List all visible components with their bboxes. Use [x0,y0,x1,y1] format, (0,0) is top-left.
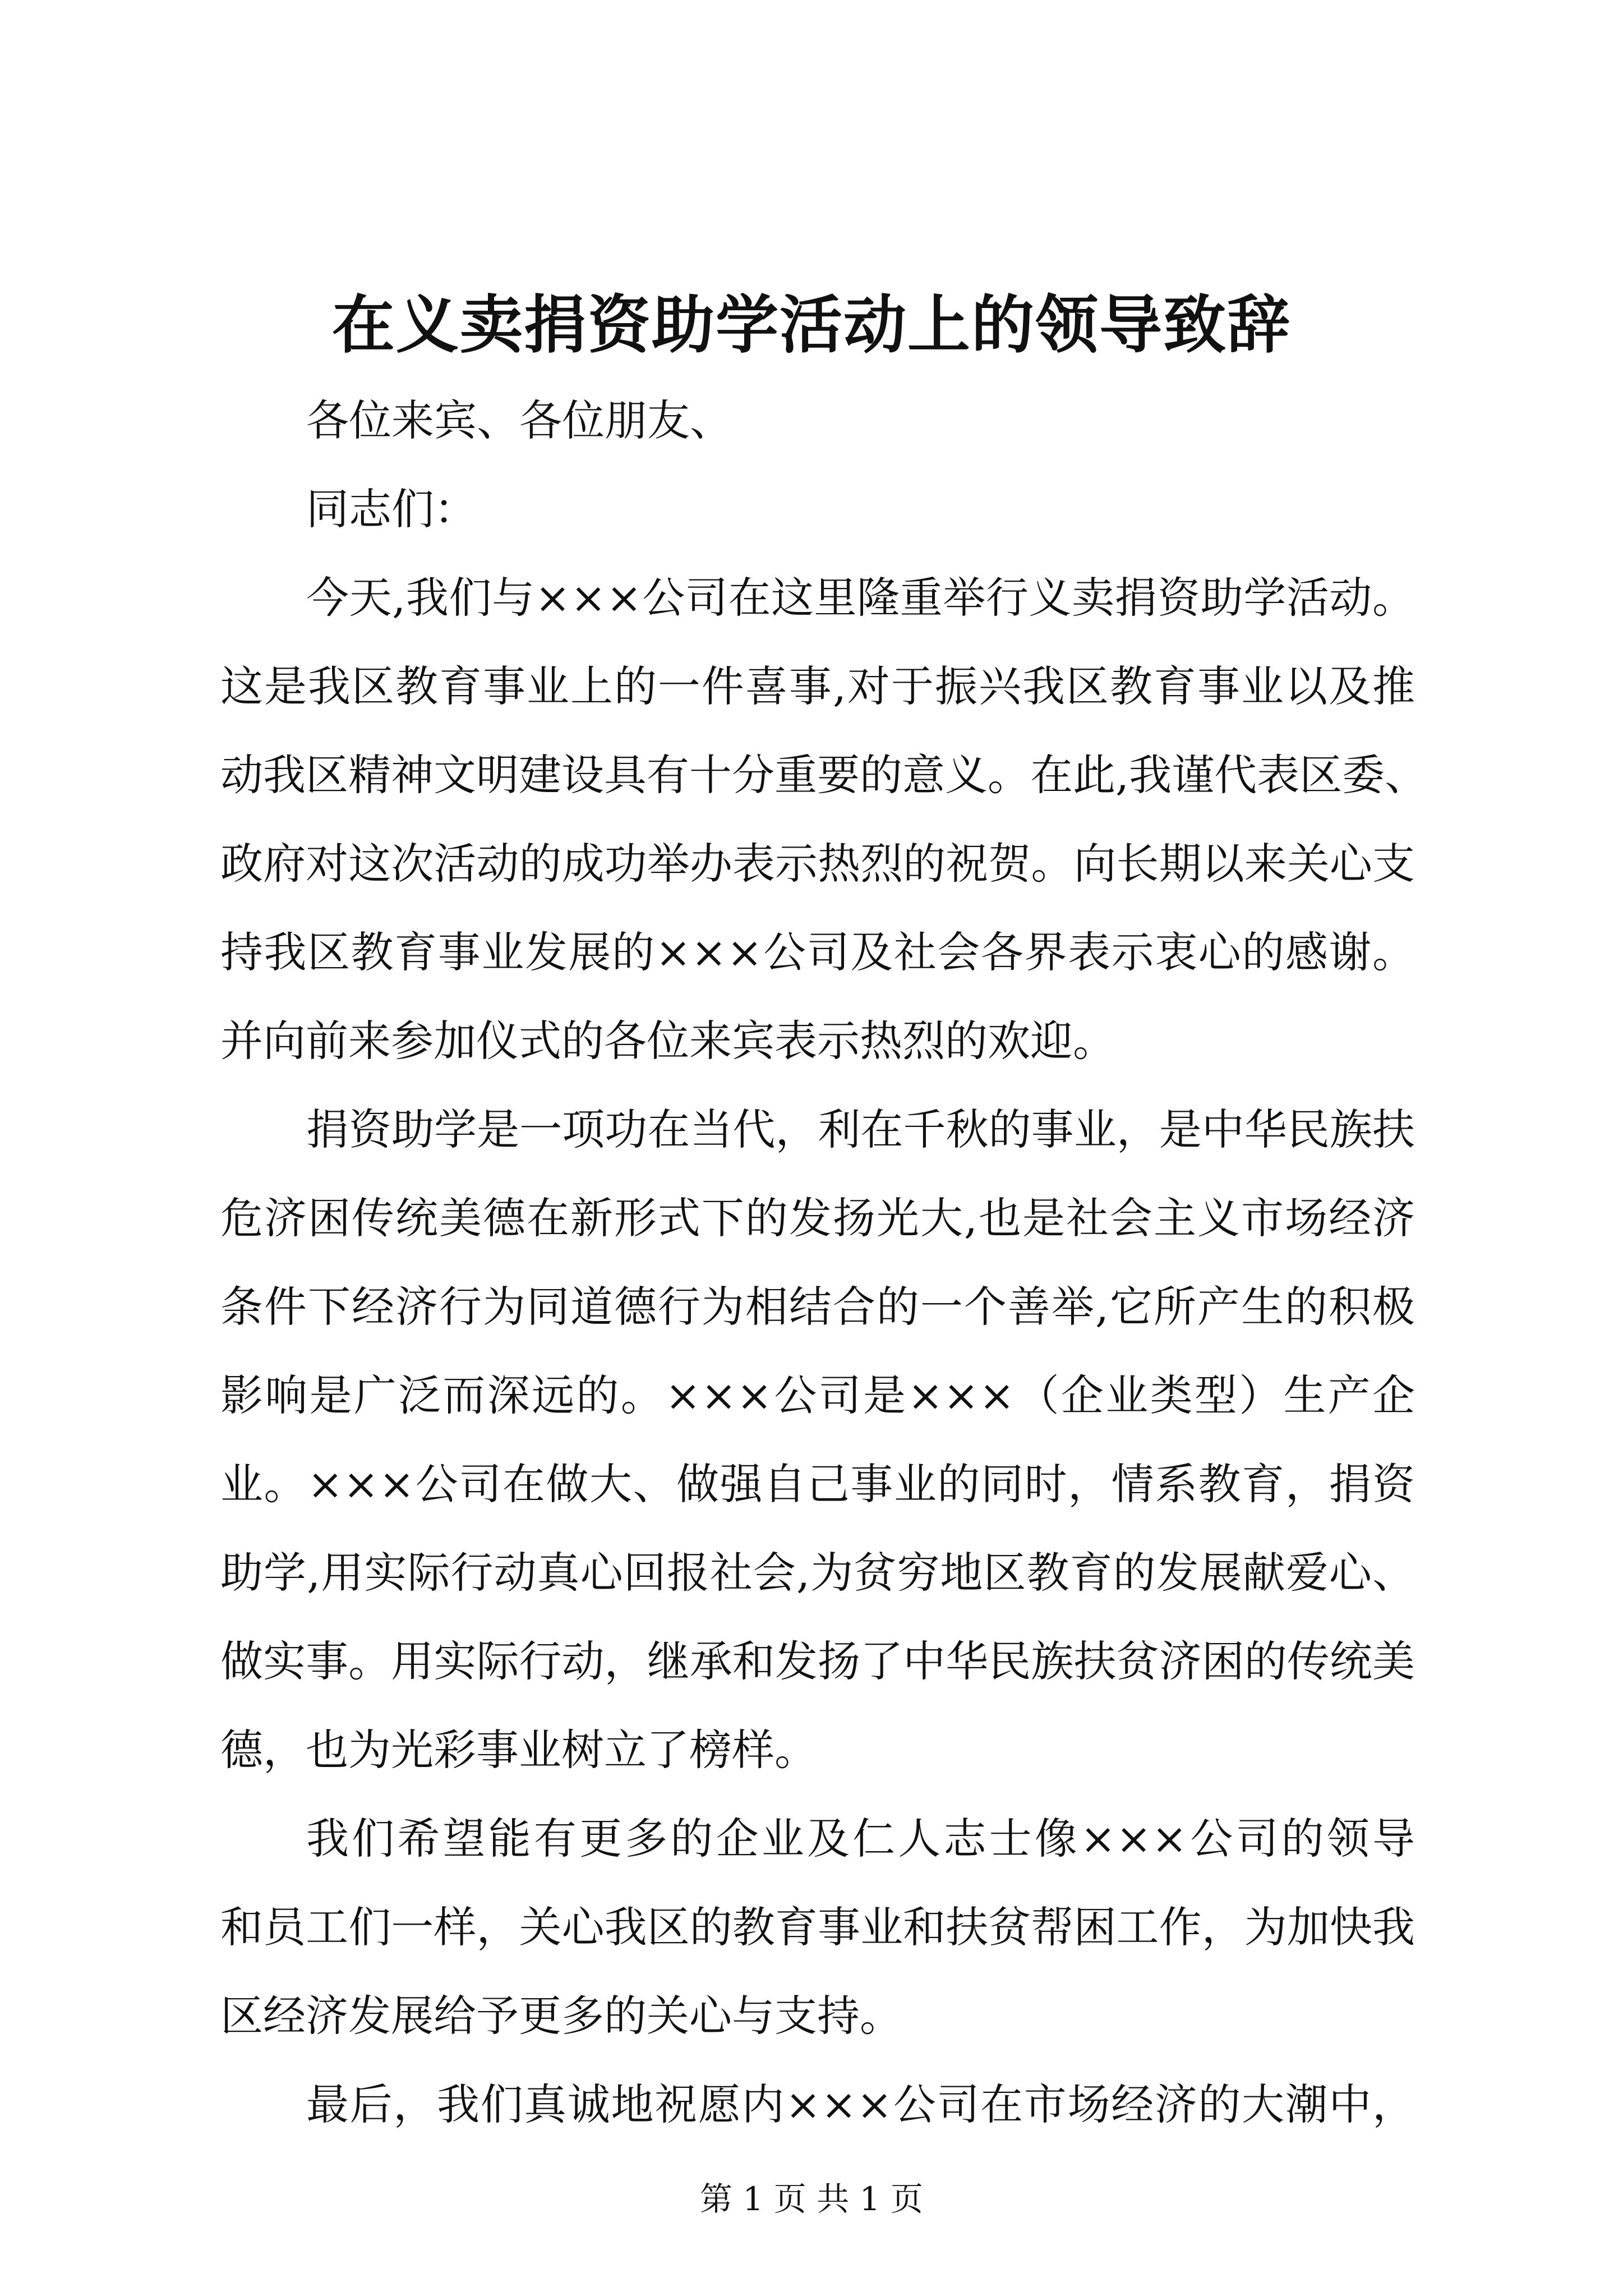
paragraph-2-line-6: 助学,用实际行动真心回报社会,为贫穷地区教育的发展献爱心、 [220,1548,1415,1598]
paragraph-2-line-1: 捐资助学是一项功在当代，利在千秋的事业，是中华民族扶 [306,1105,1415,1154]
paragraph-1-line-5: 持我区教育事业发展的×××公司及社会各界表示衷心的感谢。 [220,927,1415,977]
paragraph-2-line-2: 危济困传统美德在新形式下的发扬光大,也是社会主义市场经济 [220,1193,1415,1243]
page-number-footer: 第 1 页 共 1 页 [700,2180,923,2218]
paragraph-1-line-4: 政府对这次活动的成功举办表示热烈的祝贺。向长期以来关心支 [220,839,1415,889]
paragraph-3-line-3: 区经济发展给予更多的关心与支持。 [220,1991,902,2041]
salutation-line-2: 同志们： [306,484,477,534]
paragraph-2-line-3: 条件下经济行为同道德行为相结合的一个善举,它所产生的积极 [220,1282,1415,1332]
paragraph-2-line-8: 德，也为光彩事业树立了榜样。 [220,1725,817,1775]
paragraph-2-line-5: 业。×××公司在做大、做强自己事业的同时，情系教育，捐资 [220,1459,1415,1509]
paragraph-2-line-7: 做实事。用实际行动，继承和发扬了中华民族扶贫济困的传统美 [220,1636,1415,1686]
paragraph-1-line-3: 动我区精神文明建设具有十分重要的意义。在此,我谨代表区委、 [220,750,1428,800]
paragraph-1-line-2: 这是我区教育事业上的一件喜事,对于振兴我区教育事业以及推 [220,661,1415,711]
paragraph-3-line-2: 和员工们一样，关心我区的教育事业和扶贫帮困工作，为加快我 [220,1902,1415,1952]
paragraph-1-line-1: 今天,我们与×××公司在这里隆重举行义卖捐资助学活动。 [306,573,1415,623]
paragraph-3-line-1: 我们希望能有更多的企业及仁人志士像×××公司的领导 [306,1814,1415,1864]
paragraph-2-line-4: 影响是广泛而深远的。×××公司是×××（企业类型）生产企 [220,1370,1415,1420]
document-title: 在义卖捐资助学活动上的领导致辞 [332,288,1291,362]
salutation-line-1: 各位来宾、各位朋友、 [306,395,732,445]
paragraph-4-line-1: 最后，我们真诚地祝愿内×××公司在市场经济的大潮中， [306,2079,1415,2129]
paragraph-1-line-6: 并向前来参加仪式的各位来宾表示热烈的欢迎。 [220,1016,1115,1066]
